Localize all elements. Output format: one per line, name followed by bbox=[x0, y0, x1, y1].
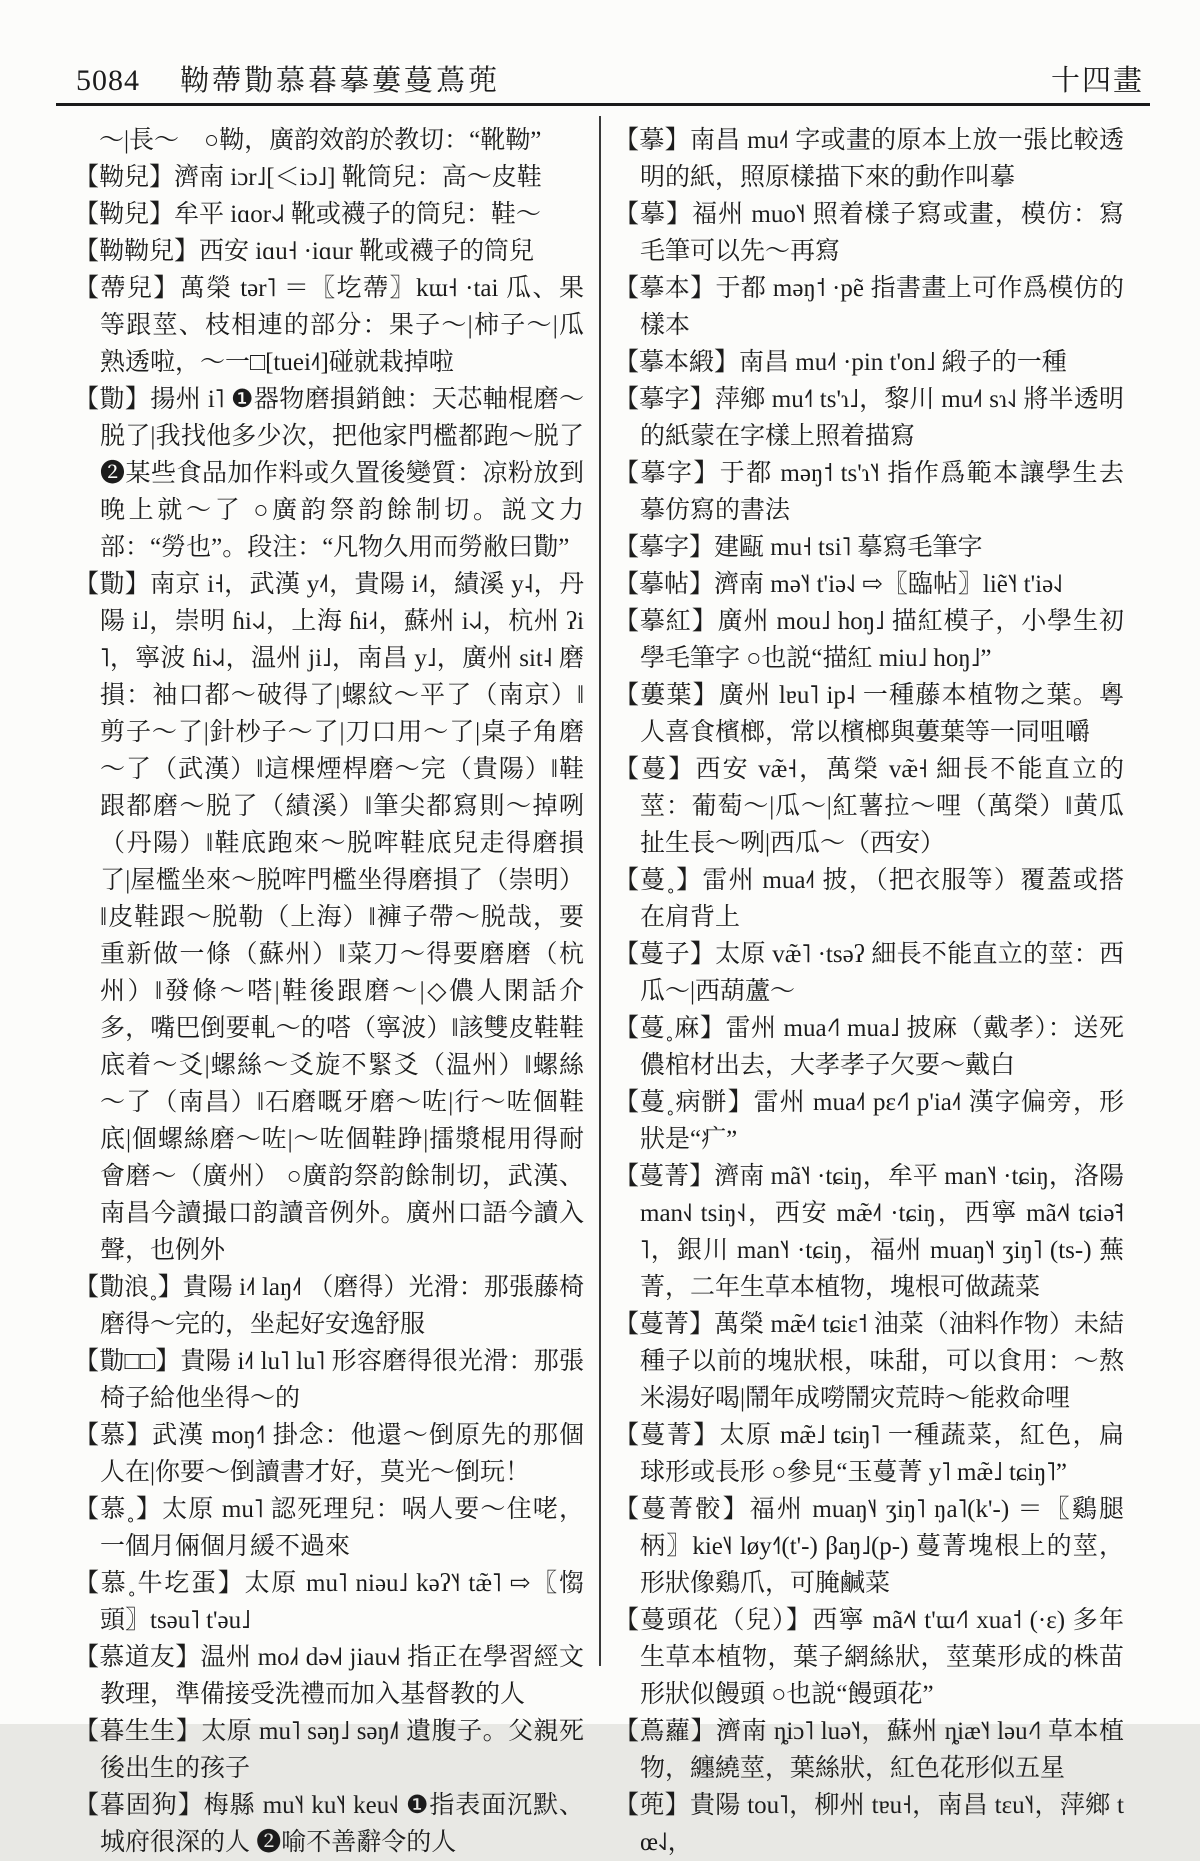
header-rule bbox=[56, 103, 1150, 106]
dictionary-entry: 【靿兒】牟平 iɑor˨˩˨ 靴或襪子的筒兒：鞋～ bbox=[74, 201, 541, 228]
dictionary-entry: 【暮固狗】梅縣 mu˥˧ ku˥˧ keu˧˩ ❶指表面沉默、城府很深的人 ❷喻不善辭令的人 bbox=[74, 1792, 584, 1856]
dictionary-entry: 【蔓菁】濟南 mã˥˧ ·tɕiŋ，牟平 man˥˧ ·tɕiŋ，洛陽 man˧˩ tsiŋ˧˨，西安 mæ̃˨˦ ·tɕiŋ，西寧 mã˨˦˨ tɕiə̃˧˥，銀川 man˥˧ ·tɕiŋ，福州 muaŋ˥˧ ʒiŋ˥ (ts-) 蕪菁，二年生草本植物，塊根可做蔬菜 bbox=[614, 1163, 1124, 1301]
dictionary-entry: 【慕˳牛圪蛋】太原 mu˥ niəu˩ kəʔ˥˧ tæ̃˥ ⇨〖㥮頭〗tsəu˥ t'əu˩ bbox=[74, 1570, 584, 1634]
dictionary-entry: 【蔓菁】太原 mæ̃˩ tɕiŋ˥ 一種蔬菜，紅色，扁球形或長形 ○參見“玉蔓菁 y˥ mæ̃˩ tɕiŋ˥” bbox=[614, 1422, 1124, 1486]
left-column bbox=[74, 122, 584, 1856]
dictionary-entry: ～|長～ ○靿，廣韵效韵於教切：“靴靿” bbox=[74, 127, 542, 154]
dictionary-entry: 【摹本緞】南昌 mu˨˦ ·pin t'on˩ 緞子的一種 bbox=[614, 349, 1067, 376]
dictionary-entry: 【蔦蘿】濟南 ȵiɔ˥ luə˥˧，蘇州 ȵiæ˥˧ ləu˨˦˥ 草本植物，纏繞莖，葉絲狀，紅色花形似五星 bbox=[614, 1718, 1124, 1782]
header-characters: 靿蔕勩慕暮摹蔞蔓蔦蔸 bbox=[180, 65, 501, 97]
dictionary-entry: 【摹】福州 muo˥˧ 照着樣子寫或畫，模仿：寫毛筆可以先～再寫 bbox=[614, 201, 1124, 265]
dictionary-entry: 【蔓菁】萬榮 mæ̃˨˦ tɕiɛ˦ 油菜（油料作物）未結種子以前的塊狀根，味甜，可以食用：～熬米湯好喝|鬧年成嘮鬧灾荒時～能救命哩 bbox=[614, 1311, 1124, 1412]
dictionary-entry: 【勩□□】貴陽 i˨˦ lu˥ lu˥ 形容磨得很光滑：那張椅子給他坐得～的 bbox=[74, 1348, 584, 1412]
column-divider bbox=[599, 116, 601, 1666]
dictionary-entry: 【摹字】建甌 mu˧ tsi˥ 摹寫毛筆字 bbox=[614, 534, 983, 561]
dictionary-entry: 【蔕兒】萬榮 tər˥ ＝〖圪蔕〗kɯ˧ ·tai 瓜、果等跟莖、枝相連的部分：果子～|柿子～|瓜熟透啦，～一□[tuei˨˦]碰就栽掉啦 bbox=[74, 275, 584, 376]
dictionary-entry: 【蔓˳麻】雷州 mua˨˦˥ mua˩ 披麻（戴孝）：送死儂棺材出去，大孝孝子欠要～戴白 bbox=[614, 1015, 1124, 1079]
page-number: 5084 bbox=[76, 64, 140, 97]
dictionary-entry: 【暮生生】太原 mu˥ səŋ˩ səŋ˩˥ 遺腹子。父親死後出生的孩子 bbox=[74, 1718, 584, 1782]
dictionary-entry: 【靿兒】濟南 iɔr˩[＜iɔ˩] 靴筒兒：高～皮鞋 bbox=[74, 164, 542, 191]
dictionary-entry: 【摹本】于都 məŋ˦ ·pẽ 指書畫上可作爲模仿的樣本 bbox=[614, 275, 1124, 339]
dictionary-entry: 【摹】南昌 mu˨˦ 字或畫的原本上放一張比較透明的紙，照原樣描下來的動作叫摹 bbox=[614, 127, 1124, 191]
dictionary-entry: 【慕˳】太原 mu˥ 認死理兒：㖞人要～住咾，一個月倆個月緩不過來 bbox=[74, 1496, 584, 1560]
dictionary-entry: 【靿靿兒】西安 iɑu˧ ·iɑur 靴或襪子的筒兒 bbox=[74, 238, 535, 265]
dictionary-entry: 【摹字】于都 məŋ˦ ts'ɿ˥˧ 指作爲範本讓學生去摹仿寫的書法 bbox=[614, 460, 1124, 524]
dictionary-entry: 【蔓頭花（兒）】西寧 mã˨˦˨ t'ɯ˨˦˥ xua˦ (·ɛ) 多年生草本植物，葉子網絲狀，莖葉形成的株苗形狀似饅頭 ○也説“饅頭花” bbox=[614, 1607, 1124, 1708]
dictionary-entry: 【勩浪˳】貴陽 i˨˦ laŋ˨˦ （磨得）光滑：那張藤椅磨得～完的，坐起好安逸舒服 bbox=[74, 1274, 584, 1338]
page-header bbox=[76, 58, 1144, 99]
dictionary-entry: 【摹帖】濟南 mə˥˧ t'iə˨˩ ⇨〖臨帖〗liẽ˥˧ t'iə˨˩ bbox=[614, 571, 1063, 598]
dictionary-entry: 【蔓˳病骿】雷州 mua˨˦ pɛ˨˦˥ p'ia˨˦ 漢字偏旁，形狀是“疒” bbox=[614, 1089, 1124, 1153]
right-column bbox=[614, 122, 1124, 1856]
dictionary-entry: 【勩】揚州 i˥ ❶器物磨損銷蝕：天芯軸棍磨～脱了|我找他多少次，把他家門檻都跑～脱了 ❷某些食品加作料或久置後變質：凉粉放到晚上就～了 ○廣韵祭韵餘制切。説文力部：“勞也”。段注：“凡物久用而勞敝曰勩” bbox=[74, 386, 584, 561]
dictionary-entry: 【慕道友】温州 mo˩˧ də˧˩˧ jiau˧˩˧ 指正在學習經文教理，準備接受洗禮而加入基督教的人 bbox=[74, 1644, 584, 1708]
dictionary-entry: 【蔓】西安 væ̃˧，萬榮 væ̃˧ 細長不能直立的莖：葡萄～|瓜～|紅薯拉～哩（萬榮）‖黄瓜扯生長～咧|西瓜～（西安） bbox=[614, 756, 1124, 857]
dictionary-entry: 【蔓˳】雷州 mua˨˦ 披，（把衣服等）覆蓋或搭在肩背上 bbox=[614, 867, 1124, 931]
dictionary-entry: 【摹字】萍鄉 mu˧˥ ts'ɿ˩，黎川 mu˨˦ sɿ˨˩ 將半透明的紙蒙在字樣上照着描寫 bbox=[614, 386, 1124, 450]
stroke-section-label: 十四畫 bbox=[1050, 65, 1144, 97]
dictionary-entry: 【蔓菁骹】福州 muaŋ˥˨ ʒiŋ˥ ŋa˥(k'-) ＝〖鷄腿柄〗kie˥˨ løy˧˥(t'-) βaŋ˩(p-) 蔓菁塊根上的莖，形狀像鷄爪，可腌鹹菜 bbox=[614, 1496, 1124, 1597]
dictionary-entry: 【蔸】貴陽 tou˥，柳州 tɐu˧，南昌 tɛu˥˧，萍鄉 tœ˨˩， bbox=[614, 1792, 1124, 1856]
dictionary-entry: 【蔓子】太原 væ̃˥ ·tsəʔ 細長不能直立的莖：西瓜～|西葫蘆～ bbox=[614, 941, 1124, 1005]
dictionary-entry: 【蔞葉】廣州 lɐu˥ ip˨ 一種藤本植物之葉。粵人喜食檳榔，常以檳榔與蔞葉等一同咀嚼 bbox=[614, 682, 1124, 746]
dictionary-entry: 【摹紅】廣州 mou˩ hoŋ˩ 描紅模子，小學生初學毛筆字 ○也説“描紅 miu˩ hoŋ˩” bbox=[614, 608, 1124, 672]
dictionary-entry: 【勩】南京 i˧，武漢 y˨˦，貴陽 i˨˦，績溪 y˨，丹陽 i˩，崇明 ɦi˨˩˨，上海 ɦi˨˧，蘇州 i˨˩˨，杭州 ʔi˥，寧波 ɦi˨˩˨，温州 ji˩，南昌 y˩，廣州 sit˨ 磨損：袖口都～破得了|螺紋～平了（南京）‖剪子～了|針杪子～了|刀口用～了|桌子角磨～了（武漢）‖這棵煙桿磨～完（貴陽）‖鞋跟都磨～脱了（績溪）‖筆尖都寫則～掉咧（丹陽）‖鞋底跑來～脱哰鞋底兒走得磨損了|屋檻坐來～脱哰門檻坐得磨損了（崇明）‖皮鞋跟～脱勒（上海）‖褲子帶～脱哉，要重新做一條（蘇州）‖菜刀～得要磨磨（杭州）‖發條～嗒|鞋後跟磨～|◇儂人閑話介多，嘴巴倒要軋～的嗒（寧波）‖該雙皮鞋鞋底着～爻|螺絲～爻旋不緊爻（温州）‖螺絲～了（南昌）‖石磨嘅牙磨～咗|行～咗個鞋底|個螺絲磨～咗|～咗個鞋踭|擂漿棍用得耐會磨～（廣州） ○廣韵祭韵餘制切，武漢、南昌今讀撮口韵讀音例外。廣州口語今讀入聲，也例外 bbox=[74, 571, 584, 1264]
dictionary-entry: 【慕】武漢 moŋ˧˥ 掛念：他還～倒原先的那個人在|你要～倒讀書才好，莫光～倒玩！ bbox=[74, 1422, 584, 1486]
